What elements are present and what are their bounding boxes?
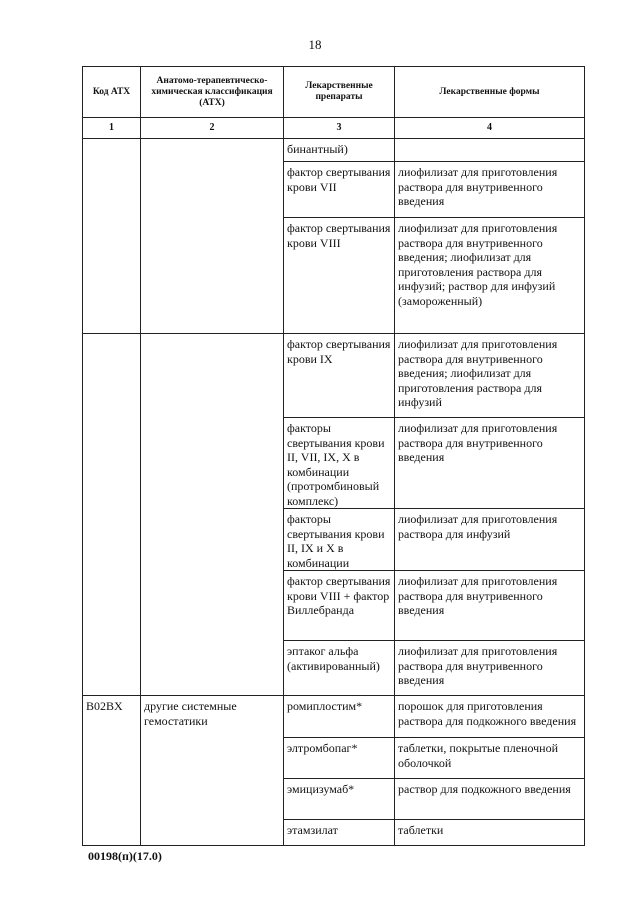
dosage-form: лиофилизат для приготовления раствора для внутривенного введения xyxy=(395,418,585,509)
dosage-form: лиофилизат для приготовления раствора для внутривенного введения; лиофилизат для приготовления раствора для инфузий xyxy=(395,334,585,418)
drug-table xyxy=(82,66,585,846)
drug-name: элтромбопаг* xyxy=(284,738,395,779)
dosage-form: порошок для приготовления раствора для подкожного введения xyxy=(395,696,585,738)
column-number: 1 xyxy=(83,118,141,139)
table-header-row xyxy=(83,67,585,118)
dosage-form: лиофилизат для приготовления раствора для инфузий xyxy=(395,509,585,571)
atc-class-cell xyxy=(141,139,284,334)
drug-name: эмицизумаб* xyxy=(284,779,395,820)
atc-class-cell xyxy=(141,334,284,696)
table-row xyxy=(83,334,585,418)
drug-name: этамзилат xyxy=(284,820,395,846)
header-atc-classification: Анатомо-терапевтическо-химическая классификация (АТХ) xyxy=(141,67,284,118)
drug-name: эптаког альфа (активированный) xyxy=(284,641,395,696)
drug-name: фактор свертывания крови VIII xyxy=(284,218,395,334)
page-number: 18 xyxy=(308,37,322,52)
drug-name: фактор свертывания крови VIII + фактор Виллебранда xyxy=(284,571,395,641)
column-number-row xyxy=(83,118,585,139)
drug-name: бинантный) xyxy=(284,139,395,162)
dosage-form xyxy=(395,139,585,162)
drug-name: факторы свертывания крови II, IX и X в комбинации xyxy=(284,509,395,571)
dosage-form: лиофилизат для приготовления раствора для внутривенного введения; лиофилизат для приготовления раствора для инфузий; раствор для инфузий (замороженный) xyxy=(395,218,585,334)
dosage-form: таблетки, покрытые пленочной оболочкой xyxy=(395,738,585,779)
drug-name: ромиплостим* xyxy=(284,696,395,738)
header-drugs: Лекарственные препараты xyxy=(284,67,395,118)
dosage-form: таблетки xyxy=(395,820,585,846)
atc-code-cell xyxy=(83,334,141,696)
atc-code-cell: B02BX xyxy=(83,696,141,846)
header-atc-code: Код АТХ xyxy=(83,67,141,118)
column-number: 2 xyxy=(141,118,284,139)
dosage-form: лиофилизат для приготовления раствора для внутривенного введения xyxy=(395,641,585,696)
drug-name: фактор свертывания крови VII xyxy=(284,162,395,218)
dosage-form: лиофилизат для приготовления раствора для внутривенного введения xyxy=(395,162,585,218)
table-row xyxy=(83,696,585,738)
dosage-form: раствор для подкожного введения xyxy=(395,779,585,820)
dosage-form: лиофилизат для приготовления раствора для внутривенного введения xyxy=(395,571,585,641)
atc-class-cell: другие системные гемостатики xyxy=(141,696,284,846)
drug-name: фактор свертывания крови IX xyxy=(284,334,395,418)
table-row xyxy=(83,139,585,162)
atc-code-cell xyxy=(83,139,141,334)
column-number: 4 xyxy=(395,118,585,139)
document-code: 00198(п)(17.0) xyxy=(88,849,162,863)
header-dosage-forms: Лекарственные формы xyxy=(395,67,585,118)
column-number: 3 xyxy=(284,118,395,139)
drug-name: факторы свертывания крови II, VII, IX, X в комбинации (протромбиновый комплекс) xyxy=(284,418,395,509)
